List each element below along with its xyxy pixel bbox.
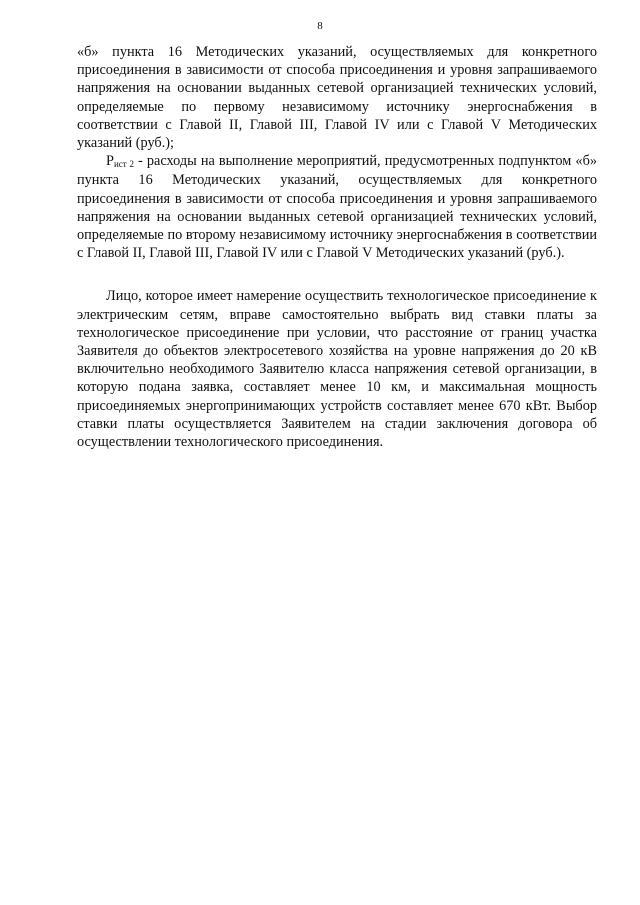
paragraph-applicant-choice: Лицо, которое имеет намерение осуществить технологическое присоединение к электрическим сетям, вправе самостоятельно выбрать вид ставки платы за технологическое присоединение при условии, что расстояние от границ участка Заявителя до объектов электросетевого хозяйства на уровне напряжения до 20 кВ включительно необходимого Заявителю класса напряжения сетевой организации, в которую подана заявка, составляет менее 10 км, и максимальная мощность присоединяемых энергопринимающих устройств составляет менее 670 кВт. Выбор ставки платы осуществляется Заявителем на стадии заключения договора об осуществлении технологического присоединения. xyxy=(77,288,597,451)
paragraph-continuation: «б» пункта 16 Методических указаний, осуществляемых для конкретного присоединения в зависимости от способа присоединения и уровня запрашиваемого напряжения на основании выданных сетевой организацией технических условий, определяемые по первому независимому источнику энергоснабжения в соответствии с Главой II, Главой III, Главой IV или с Главой V Методических указаний (руб.); xyxy=(77,44,597,152)
formula-subscript: ист 2 xyxy=(113,159,134,170)
formula-symbol: P xyxy=(106,153,114,170)
document-body xyxy=(77,43,597,451)
paragraph-pist2-definition xyxy=(77,152,597,262)
paragraph-pist2-text: - расходы на выполнение мероприятий, предусмотренных подпунктом «б» пункта 16 Методических указаний, осуществляемых для конкретного присоединения в зависимости от способа присоединения и уровня запрашиваемого напряжения на основании выданных сетевой организацией технических условий, определяемые по второму независимому источнику энергоснабжения в соответствии с Главой II, Главой III, Главой IV или с Главой V Методических указаний (руб.). xyxy=(77,153,597,262)
page-number: 8 xyxy=(317,20,323,32)
